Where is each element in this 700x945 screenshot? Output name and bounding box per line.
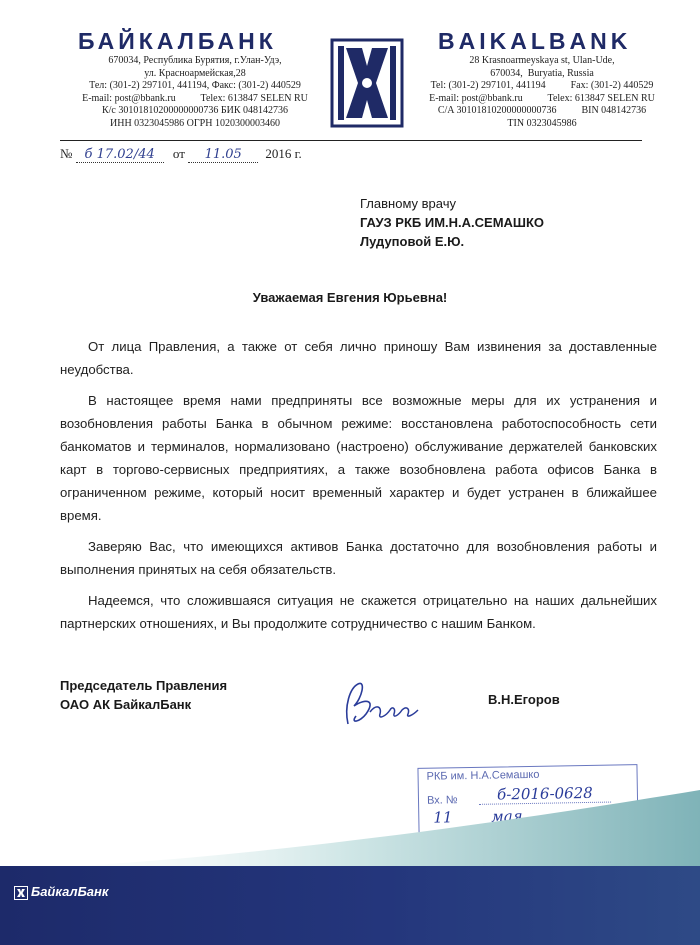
salutation: Уважаемая Евгения Юрьевна! (252, 290, 448, 305)
header-divider (60, 140, 642, 141)
reference-date-value: 11.05 (188, 147, 258, 163)
bank-name-en: BAIKALBANK (438, 28, 632, 54)
header-left-requisites (70, 55, 320, 131)
header-right-line: Tel: (301-2) 297101, 441194 Fax: (301-2) 440529 (430, 80, 654, 92)
handwritten-signature (336, 676, 426, 732)
addressee-position: Главному врачу (360, 196, 456, 211)
reference-year: 2016 г. (265, 146, 302, 161)
footer-band (0, 866, 700, 945)
header-right-line: 670034, Buryatia, Russia (490, 67, 594, 79)
header-right-line: 28 Krasnoarmeyskaya st, Ulan-Ude, (469, 55, 615, 66)
header-right-line: C/A 30101810200000000736 BIN 048142736 (437, 105, 647, 117)
bank-name-ru: БАЙКАЛБАНК (78, 28, 277, 54)
signatory-company: ОАО АК БайкалБанк (60, 697, 192, 712)
body-paragraph: Заверяю Вас, что имеющихся активов Банка достаточно для возобновления работы и выполнения принятых на себя обязательств. (60, 539, 657, 577)
body-paragraph: Надеемся, что сложившаяся ситуация не скажется отрицательно на наших дальнейших партнерских отношениях, и Вы продолжите сотрудничество с нашим Банком. (60, 593, 657, 631)
reference-number-label: № (60, 146, 73, 161)
footer-logo-text: БайкалБанк (31, 884, 109, 899)
stamp-month: мая (491, 807, 523, 826)
signatory-title (60, 676, 227, 714)
outgoing-reference (60, 146, 302, 163)
reference-number-value: б 17.02/44 (76, 147, 164, 163)
header-left-line: 670034, Республика Бурятия, г.Улан-Удэ, (108, 55, 282, 66)
header-left-line: Тел: (301-2) 297101, 441194, Факс: (301-2) 440529 (89, 80, 301, 92)
stamp-incoming-number: б-2016-0628 (479, 784, 611, 805)
addressee-organization: ГАУЗ РКБ ИМ.Н.А.СЕМАШКО (360, 215, 545, 230)
stamp-incoming-label: Вх. № (426, 794, 458, 807)
header-right-requisites (412, 55, 672, 131)
body-paragraph: От лица Правления, а также от себя лично приношу Вам извинения за доставленные неудобства. (60, 339, 657, 377)
baikalbank-logo-icon (330, 38, 404, 128)
header-left-line: К/с 30101810200000000736 БИК 048142736 (101, 105, 289, 117)
footer-wave-decoration (0, 790, 700, 870)
header-right-line: TIN 0323045986 (507, 117, 577, 129)
reference-date-label: от (172, 146, 185, 161)
baikalbank-small-icon (14, 886, 28, 900)
header-right-line: E-mail: post@bbank.ru Telex: 613847 SELEN RU (429, 92, 655, 104)
header-left-line: E-mail: post@bbank.ru Telex: 613847 SELEN RU (82, 92, 308, 104)
addressee-block (360, 194, 544, 251)
signatory-name: В.Н.Егоров (488, 692, 560, 707)
stamp-day: 11 (433, 808, 453, 827)
body-paragraph: В настоящее время нами предприняты все возможные меры для их устранения и возобновления работы Банка в обычном режиме: восстановлена работоспособность сети банкоматов и терминалов, нормализовано (настроено) обслуживание держателей банковских карт в торгово-сервисных предприятиях, а также возобновлена работа офисов Банка в ограниченном режиме, который носит временный характер и будет устранен в ближайшее время. (60, 393, 657, 523)
header-left-line: ул. Красноармейская,28 (144, 67, 246, 79)
addressee-name: Лудуповой Е.Ю. (360, 234, 465, 249)
letter-body (60, 335, 657, 643)
header-left-line: ИНН 0323045986 ОГРН 1020300003460 (110, 117, 280, 129)
stamp-organization: РКБ им. Н.А.Семашко (426, 768, 540, 783)
signatory-position: Председатель Правления (60, 678, 228, 693)
